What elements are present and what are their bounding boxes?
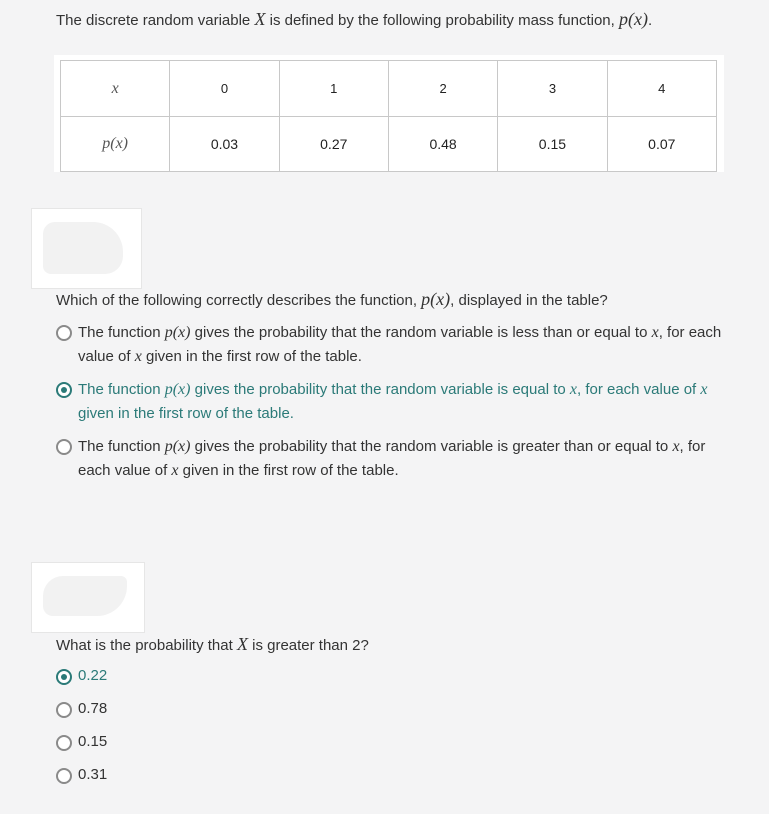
radio-button[interactable] [56,325,72,341]
q1-option-1[interactable] [56,321,736,369]
intro-text: The discrete random variable X is defined by the following probability mass function, p(x). [56,9,653,29]
row-header-p: p(x) [61,117,170,172]
p-value-1: 0.27 [279,117,388,172]
q2-option-4[interactable] [56,765,256,785]
pmf-table-container [54,55,724,172]
redaction-blob [43,576,127,616]
table-row-p [61,117,717,172]
radio-button-selected[interactable] [56,382,72,398]
table-row-x [61,61,717,117]
question-1-prompt: Which of the following correctly describes the function, p(x), displayed in the table? [56,289,608,309]
question-2-prompt: What is the probability that X is greater than 2? [56,634,369,654]
x-value-0: 0 [170,61,279,117]
redacted-image-2 [32,563,144,632]
var-x: X [236,634,248,654]
func-px: p(x) [618,9,648,29]
var-x: X [254,9,266,29]
p-value-0: 0.03 [170,117,279,172]
radio-button[interactable] [56,702,72,718]
q2-option-3[interactable] [56,732,256,752]
q1-option-2[interactable] [56,378,736,426]
radio-button-selected[interactable] [56,669,72,685]
x-value-4: 4 [607,61,716,117]
option-label: 0.22 [78,667,108,684]
p-value-2: 0.48 [388,117,497,172]
x-value-3: 3 [498,61,607,117]
p-value-4: 0.07 [607,117,716,172]
option-label: The function p(x) gives the probability that the random variable is greater than or equal to x, for each value of x given in the first row of the table. [78,438,706,479]
radio-button[interactable] [56,768,72,784]
q2-option-2[interactable] [56,699,256,719]
x-value-2: 2 [388,61,497,117]
option-label: The function p(x) gives the probability that the random variable is less than or equal to x, for each value of x given in the first row of the table. [78,324,722,365]
row-header-x: x [61,61,170,117]
x-value-1: 1 [279,61,388,117]
q2-option-1[interactable] [56,666,256,686]
redacted-image-1 [32,209,141,288]
radio-button[interactable] [56,439,72,455]
pmf-table [60,60,717,172]
option-label: The function p(x) gives the probability that the random variable is equal to x, for each value of x given in the first row of the table. [78,381,708,422]
option-label: 0.78 [78,700,108,717]
redaction-blob [43,222,123,274]
option-label: 0.15 [78,733,108,750]
func-px: p(x) [421,289,451,309]
q1-option-3[interactable] [56,435,736,483]
radio-button[interactable] [56,735,72,751]
p-value-3: 0.15 [498,117,607,172]
option-label: 0.31 [78,766,108,783]
